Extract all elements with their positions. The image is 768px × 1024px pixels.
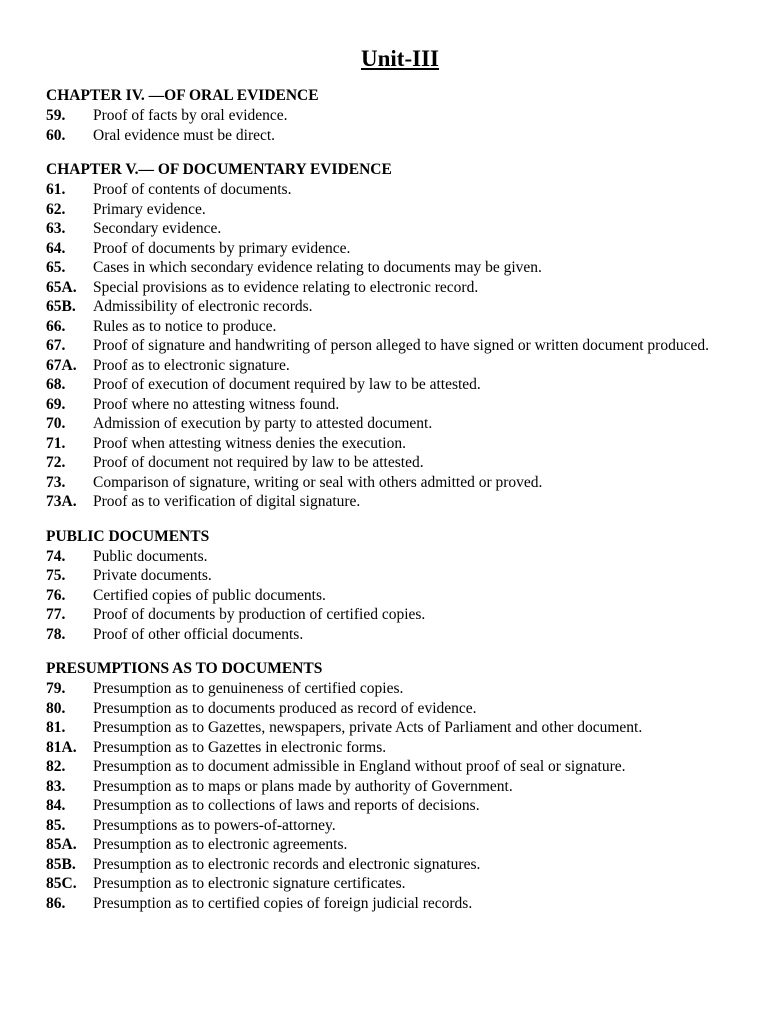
list-item bbox=[46, 874, 746, 894]
section bbox=[46, 527, 746, 645]
list-item bbox=[46, 625, 746, 645]
section-number: 67. bbox=[46, 337, 66, 354]
section-heading: PRESUMPTIONS AS TO DOCUMENTS bbox=[46, 660, 323, 677]
list-item bbox=[46, 605, 746, 625]
document-page bbox=[46, 44, 746, 913]
section-text: Secondary evidence. bbox=[93, 220, 222, 237]
list-item bbox=[46, 566, 746, 586]
list-item bbox=[46, 586, 746, 606]
list-item bbox=[46, 835, 746, 855]
section-number: 75. bbox=[46, 567, 66, 584]
page-title: Unit-III bbox=[361, 46, 439, 71]
section-text: Proof of execution of document required by law to be attested. bbox=[93, 376, 481, 393]
section-text: Admission of execution by party to attested document. bbox=[93, 415, 433, 432]
section-number: 84. bbox=[46, 797, 66, 814]
section-number: 81. bbox=[46, 719, 66, 736]
section-number: 81A. bbox=[46, 738, 77, 756]
list-item bbox=[46, 757, 746, 777]
section-text: Proof where no attesting witness found. bbox=[93, 395, 340, 413]
section-text: Proof when attesting witness denies the execution. bbox=[93, 434, 406, 452]
section-number: 60. bbox=[46, 126, 66, 144]
section-text: Proof as to electronic signature. bbox=[93, 356, 290, 374]
section-number: 85A. bbox=[46, 836, 77, 853]
section-number: 71. bbox=[46, 434, 66, 452]
section-text: Rules as to notice to produce. bbox=[93, 317, 277, 335]
section-text: Proof of other official documents. bbox=[93, 625, 304, 643]
section-number: 82. bbox=[46, 758, 66, 775]
section-number: 86. bbox=[46, 894, 66, 912]
sections-container bbox=[46, 86, 746, 913]
list-item bbox=[46, 278, 746, 298]
section-number: 66. bbox=[46, 317, 66, 335]
section-text: Presumption as to certified copies of foreign judicial records. bbox=[93, 894, 473, 912]
list-item bbox=[46, 336, 746, 356]
list-item bbox=[46, 219, 746, 239]
list-item bbox=[46, 356, 746, 376]
section-number: 85C. bbox=[46, 875, 77, 892]
section-text: Presumption as to collections of laws and reports of decisions. bbox=[93, 797, 480, 814]
list-item bbox=[46, 796, 746, 816]
section-number: 78. bbox=[46, 625, 66, 643]
section-text: Comparison of signature, writing or seal with others admitted or proved. bbox=[93, 473, 543, 491]
list-item bbox=[46, 239, 746, 259]
section-text: Presumption as to electronic agreements. bbox=[93, 836, 348, 853]
section-text: Presumption as to maps or plans made by authority of Government. bbox=[93, 777, 513, 795]
section-number: 65A. bbox=[46, 278, 77, 296]
section-number: 73A. bbox=[46, 493, 77, 510]
section-number: 80. bbox=[46, 699, 66, 717]
list-item bbox=[46, 395, 746, 415]
section-text: Proof of documents by primary evidence. bbox=[93, 239, 351, 257]
section-number: 61. bbox=[46, 181, 66, 198]
section-text: Presumption as to documents produced as record of evidence. bbox=[93, 699, 477, 717]
list-item bbox=[46, 777, 746, 797]
list-item bbox=[46, 473, 746, 493]
list-item bbox=[46, 126, 746, 146]
section-heading: CHAPTER V.— OF DOCUMENTARY EVIDENCE bbox=[46, 161, 392, 178]
list-item bbox=[46, 894, 746, 914]
section-text: Proof as to verification of digital signature. bbox=[93, 493, 361, 510]
section-number: 83. bbox=[46, 777, 66, 795]
section bbox=[46, 659, 746, 913]
section-number: 59. bbox=[46, 107, 66, 124]
section-number: 70. bbox=[46, 415, 66, 432]
section-number: 73. bbox=[46, 473, 66, 491]
list-item bbox=[46, 414, 746, 434]
list-item bbox=[46, 180, 746, 200]
list-item bbox=[46, 547, 746, 567]
section-number: 62. bbox=[46, 200, 66, 218]
list-item bbox=[46, 738, 746, 758]
section-text: Private documents. bbox=[93, 567, 212, 584]
list-item bbox=[46, 816, 746, 836]
section-number: 77. bbox=[46, 606, 66, 623]
section-heading: CHAPTER IV. —OF ORAL EVIDENCE bbox=[46, 87, 319, 104]
section-text: Special provisions as to evidence relating to electronic record. bbox=[93, 278, 479, 296]
list-item bbox=[46, 375, 746, 395]
list-item bbox=[46, 106, 746, 126]
section-number: 64. bbox=[46, 239, 66, 257]
section-number: 69. bbox=[46, 395, 66, 413]
section-number: 63. bbox=[46, 220, 66, 237]
section-number: 74. bbox=[46, 547, 66, 565]
section-text: Presumption as to Gazettes, newspapers, private Acts of Parliament and other document. bbox=[93, 719, 643, 736]
section-text: Public documents. bbox=[93, 547, 208, 565]
section-number: 68. bbox=[46, 376, 66, 393]
section-text: Presumption as to Gazettes in electronic forms. bbox=[93, 738, 387, 756]
section-text: Proof of facts by oral evidence. bbox=[93, 107, 288, 124]
section-number: 65. bbox=[46, 259, 66, 276]
list-item bbox=[46, 718, 746, 738]
section-text: Proof of document not required by law to be attested. bbox=[93, 454, 424, 471]
section-number: 85. bbox=[46, 816, 66, 834]
section-text: Presumption as to electronic signature certificates. bbox=[93, 875, 406, 892]
section bbox=[46, 86, 746, 145]
section-text: Cases in which secondary evidence relating to documents may be given. bbox=[93, 259, 542, 276]
section-text: Proof of documents by production of certified copies. bbox=[93, 606, 426, 623]
section-number: 65B. bbox=[46, 298, 76, 315]
section-text: Proof of contents of documents. bbox=[93, 181, 292, 198]
section-text: Oral evidence must be direct. bbox=[93, 126, 276, 144]
section-number: 72. bbox=[46, 454, 66, 471]
section-text: Presumption as to document admissible in England without proof of seal or signature. bbox=[93, 758, 626, 775]
section-text: Proof of signature and handwriting of person alleged to have signed or written document produced. bbox=[93, 337, 709, 354]
list-item bbox=[46, 453, 746, 473]
list-item bbox=[46, 317, 746, 337]
list-item bbox=[46, 258, 746, 278]
section-number: 67A. bbox=[46, 356, 77, 374]
list-item bbox=[46, 855, 746, 875]
section-text: Primary evidence. bbox=[93, 200, 206, 218]
list-item bbox=[46, 297, 746, 317]
section bbox=[46, 160, 746, 512]
section-text: Presumptions as to powers-of-attorney. bbox=[93, 816, 336, 834]
list-item bbox=[46, 200, 746, 220]
section-number: 79. bbox=[46, 680, 66, 697]
section-text: Presumption as to electronic records and electronic signatures. bbox=[93, 855, 481, 873]
section-heading: PUBLIC DOCUMENTS bbox=[46, 527, 210, 545]
section-text: Admissibility of electronic records. bbox=[93, 298, 313, 315]
list-item bbox=[46, 699, 746, 719]
section-text: Certified copies of public documents. bbox=[93, 586, 326, 604]
list-item bbox=[46, 679, 746, 699]
section-number: 85B. bbox=[46, 855, 76, 873]
section-text: Presumption as to genuineness of certified copies. bbox=[93, 680, 404, 697]
list-item bbox=[46, 492, 746, 512]
list-item bbox=[46, 434, 746, 454]
section-number: 76. bbox=[46, 586, 66, 604]
